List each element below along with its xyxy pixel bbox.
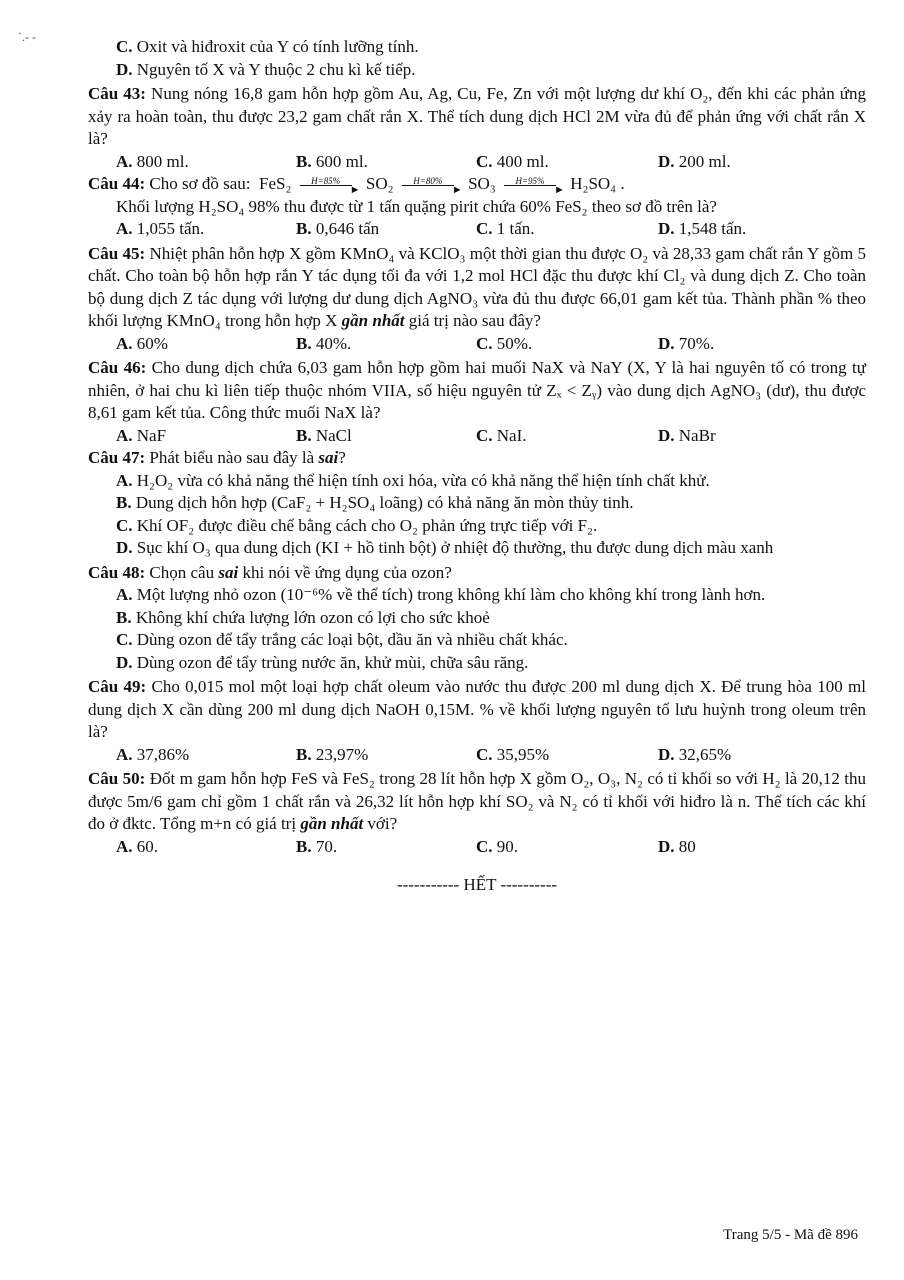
option-c: C. 50%. [476, 333, 533, 353]
reaction-arrow-2: H=80% ► [402, 178, 460, 192]
question-46: Câu 46: Cho dung dịch chứa 6,03 gam hỗn hợp gồm hai muối NaX và NaY (X, Y là hai nguyên tố có trong tự nhiên, ở hai chu kì liên tiếp thuộc nhóm VIIA, số hiệu nguyên tử Zₓ < Zᵧ) vào dung dịch AgNO₃ (dư), thu được 8,61 gam kết tủa. Công thức muối NaX là? [88, 358, 866, 422]
reaction-arrow-3: H=95% ► [504, 178, 562, 192]
option-a: A. 60% [116, 333, 168, 353]
q48-option-c: C. Dùng ozon để tẩy trắng các loại bột, dầu ăn và nhiều chất khác. [116, 630, 568, 649]
option-a: A. 1,055 tấn. [116, 219, 205, 238]
question-44-options [88, 218, 866, 241]
question-44-text: Khối lượng H₂SO₄ 98% thu được từ 1 tấn quặng pirit chứa 60% FeS₂ theo sơ đồ trên là? [116, 196, 717, 216]
q47-option-b: B. Dung dịch hỗn hợp (CaF₂ + H₂SO₄ loãng) có khả năng ăn mòn thủy tinh. [116, 493, 634, 512]
question-50-options [88, 836, 866, 859]
option-c: C. 1 tấn. [476, 219, 535, 238]
option-d: D. 80 [658, 836, 696, 856]
species-h2so4: H₂SO₄ . [570, 174, 625, 193]
option-c: C. 35,95% [476, 744, 550, 764]
option-b: B. 70. [296, 836, 338, 856]
emphasis: gần nhất [341, 311, 405, 330]
scan-artifact: `.- - [18, 30, 36, 44]
option-b: B. 23,97% [296, 744, 369, 764]
option-d: D. NaBr [658, 425, 716, 445]
question-45-options [88, 333, 866, 356]
species-fes2: FeS₂ [259, 174, 292, 193]
question-49-options [88, 744, 866, 767]
end-marker: ----------- HẾT ---------- [396, 875, 558, 894]
option-a: A. 60. [116, 836, 159, 856]
option-c: C. 90. [476, 836, 519, 856]
q47-option-a: A. H₂O₂ vừa có khả năng thể hiện tính oxi hóa, vừa có khả năng thể hiện tính chất khử. [116, 470, 710, 490]
q48-option-a: A. Một lượng nhỏ ozon (10⁻⁶% về thể tích) trong không khí làm cho không khí trong lành hơn. [116, 585, 766, 604]
question-43: Câu 43: Nung nóng 16,8 gam hỗn hợp gồm Au, Ag, Cu, Fe, Zn với một lượng dư khí O₂, đến khi các phản ứng xảy ra hoàn toàn, thu được 23,2 gam chất rắn X. Thể tích dung dịch HCl 2M vừa đủ để phản ứng với chất rắn X là? [88, 84, 867, 148]
option-d: D. 70%. [658, 333, 715, 353]
option-c: C. NaI. [476, 425, 527, 445]
option-c: C. 400 ml. [476, 151, 549, 171]
question-47: Câu 47: Phát biểu nào sau đây là sai? [88, 448, 346, 467]
emphasis: sai [218, 562, 239, 582]
option-a: A. NaF [116, 425, 167, 445]
option-a: A. 37,86% [116, 744, 190, 764]
q48-option-d: D. Dùng ozon để tẩy trùng nước ăn, khử mùi, chữa sâu răng. [116, 652, 529, 672]
question-44: Câu 44: Cho sơ đồ sau: FeS₂ H=85% ► SO₂ H=80% ► SO₃ H=95% ► H₂SO₄ . [88, 174, 625, 197]
species-so2: SO₂ [365, 174, 394, 193]
question-43-options [88, 151, 866, 174]
species-so3: SO₃ [468, 174, 496, 193]
option-b: B. NaCl [296, 425, 352, 445]
q42-option-c: C. Oxit và hiđroxit của Y có tính lưỡng tính. [116, 37, 419, 56]
option-b: B. 0,646 tấn [296, 219, 380, 238]
option-b: B. 40%. [296, 333, 352, 353]
page-footer: Trang 5/5 - Mã đề 896 [723, 1227, 858, 1243]
option-d: D. 32,65% [658, 744, 732, 764]
emphasis: sai [318, 448, 339, 467]
reaction-arrow-1: H=85% ► [300, 178, 358, 192]
question-48: Câu 48: Chọn câu sai khi nói về ứng dụng của ozon? [88, 562, 452, 582]
option-a: A. 800 ml. [116, 151, 189, 171]
option-d: D. 200 ml. [658, 151, 731, 171]
question-49: Câu 49: Cho 0,015 mol một loại hợp chất oleum vào nước thu được 200 ml dung dịch X. Để trung hòa 100 ml dung dịch X cần dùng 200 ml dung dịch NaOH 0,15M. % về khối lượng nguyên tố lưu huỳnh trong oleum trên là? [88, 677, 866, 741]
question-46-options [88, 425, 866, 448]
option-d: D. 1,548 tấn. [658, 219, 747, 238]
q47-option-d: D. Sục khí O₃ qua dung dịch (KI + hồ tinh bột) ở nhiệt độ thường, thu được dung dịch màu xanh [116, 538, 774, 557]
emphasis: gần nhất [300, 814, 364, 833]
question-50: Câu 50: Đốt m gam hỗn hợp FeS và FeS₂ trong 28 lít hỗn hợp X gồm O₂, O₃, N₂ có tỉ khối so với H₂ là 20,12 thu được 5m/6 gam chỉ gồm 1 chất rắn và 26,32 lít hỗn hợp khí SO₂ và N₂ có tỉ khối với hiđro là n. Thể tích các khí đo ở đktc. Tổng m+n có giá trị gần nhất với? [88, 769, 866, 833]
option-b: B. 600 ml. [296, 151, 368, 171]
q42-option-d: D. Nguyên tố X và Y thuộc 2 chu kì kế tiếp. [116, 59, 416, 79]
question-45: Câu 45: Nhiệt phân hỗn hợp X gồm KMnO₄ và KClO₃ một thời gian thu được O₂ và 28,33 gam chất rắn Y gồm 5 chất. Cho toàn bộ hỗn hợp rắn Y tác dụng tối đa với 1,2 mol HCl đặc thu được khí Cl₂ và dung dịch Z. Cho toàn bộ dung dịch Z tác dụng với lượng dư dung dịch AgNO₃ vừa đủ thu được 66,01 gam kết tủa. Thành phần % theo khối lượng KMnO₄ trong hỗn hợp X gần nhất giá trị nào sau đây? [88, 243, 866, 330]
q47-option-c: C. Khí OF₂ được điều chế bằng cách cho O₂ phản ứng trực tiếp với F₂. [116, 515, 598, 535]
q48-option-b: B. Không khí chứa lượng lớn ozon có lợi cho sức khoẻ [116, 607, 490, 627]
